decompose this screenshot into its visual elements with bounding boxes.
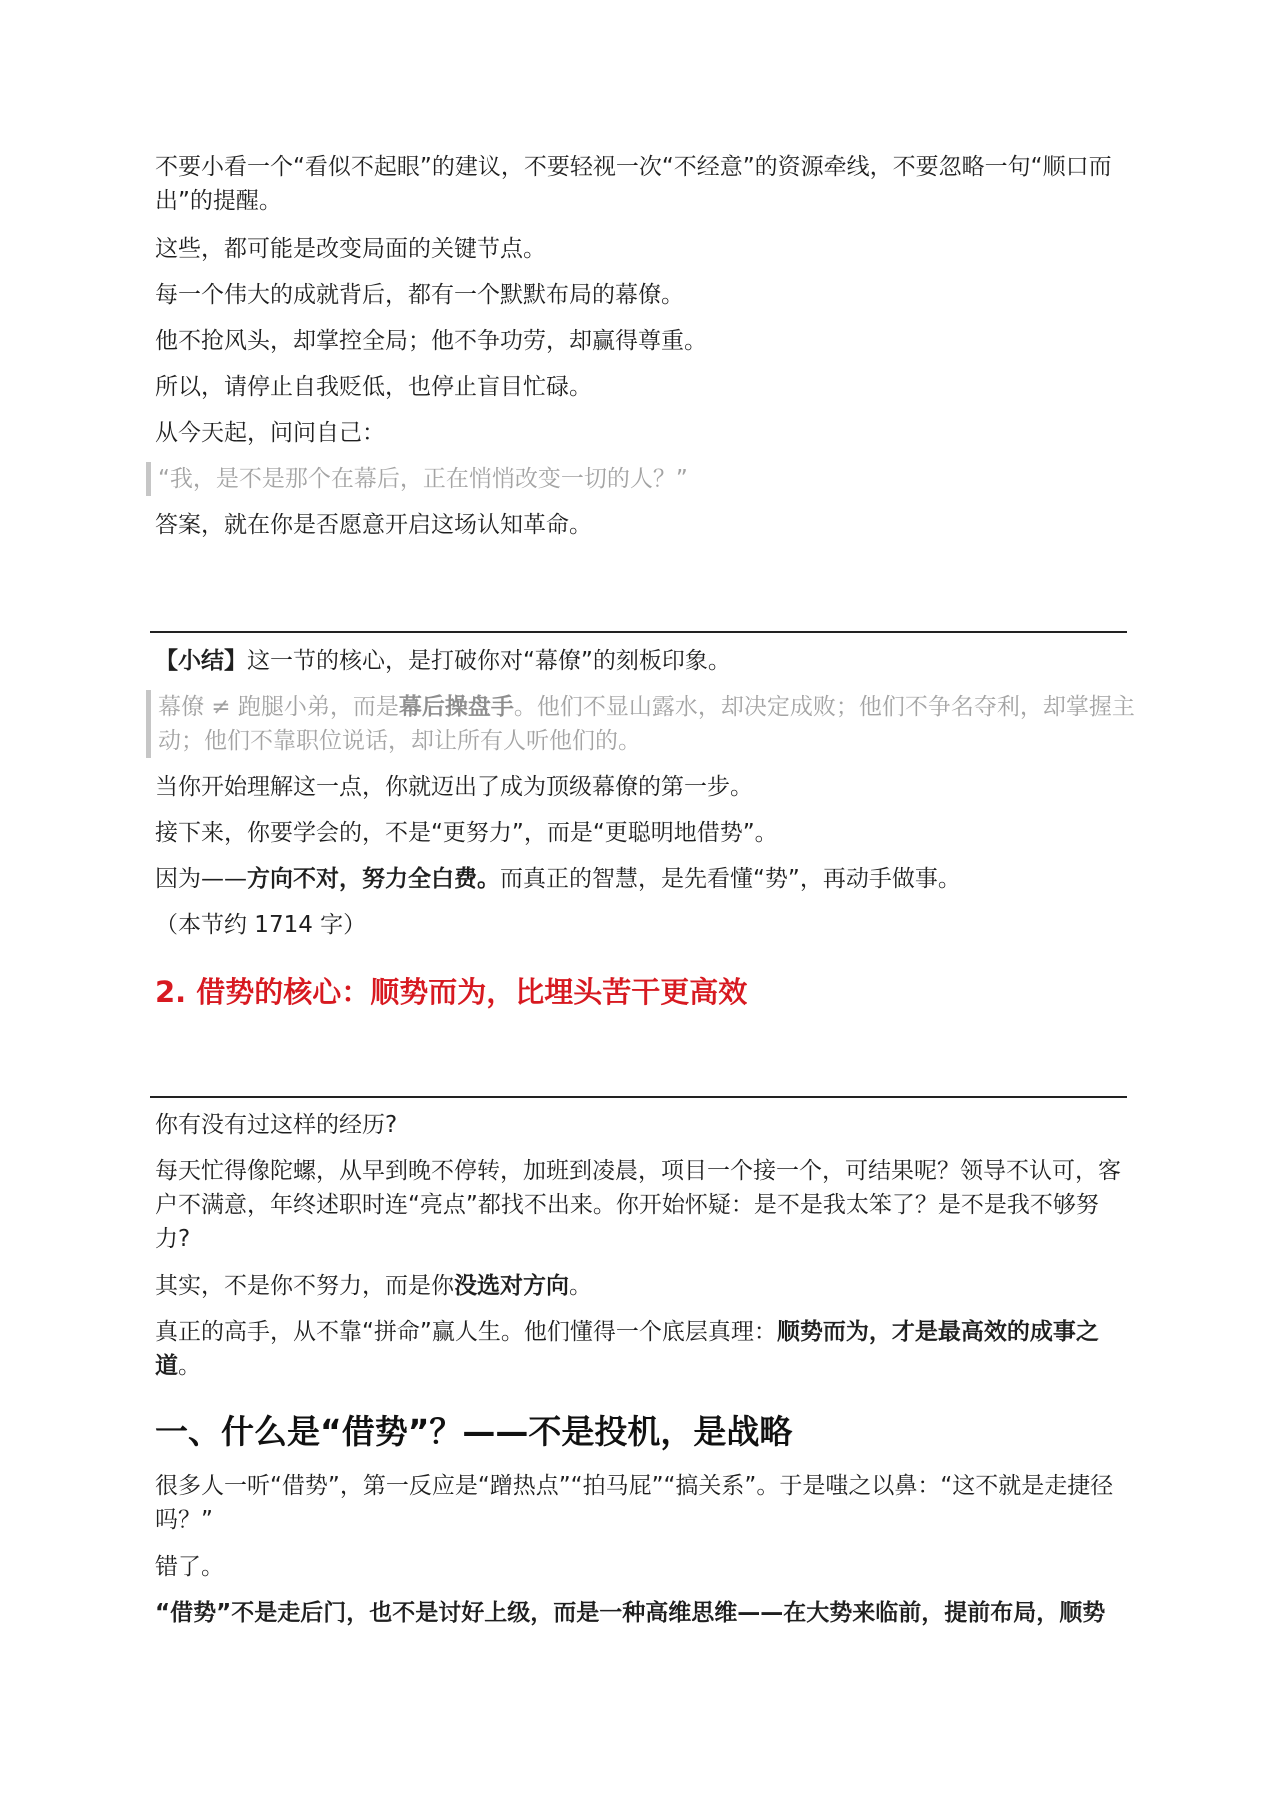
paragraph: 这些，都可能是改变局面的关键节点。 <box>155 236 546 262</box>
summary-paragraph <box>155 644 1127 678</box>
paragraph: 接下来，你要学会的，不是“更努力”，而是“更聪明地借势”。 <box>155 820 778 846</box>
blockquote <box>146 462 1139 496</box>
text-run: 因为—— <box>155 866 247 892</box>
paragraph: 所以，请停止自我贬低，也停止盲目忙碌。 <box>155 374 592 400</box>
paragraph: 当你开始理解这一点，你就迈出了成为顶级幕僚的第一步。 <box>155 774 753 800</box>
bold-text: 没选对方向 <box>454 1273 569 1299</box>
text-run: 。 <box>178 1353 201 1379</box>
section-heading: 2. 借势的核心：顺势而为，比埋头苦干更高效 <box>155 975 748 1009</box>
subheading: 一、什么是“借势”？——不是投机，是战略 <box>155 1412 793 1451</box>
text-run: 其实，不是你不努力，而是你 <box>155 1273 454 1299</box>
horizontal-rule <box>150 631 1127 633</box>
paragraph: 他不抢风头，却掌控全局；他不争功劳，却赢得尊重。 <box>155 328 707 354</box>
paragraph: 不要小看一个“看似不起眼”的建议，不要轻视一次“不经意”的资源牵线，不要忽略一句“顺口而出”的提醒。 <box>155 154 1112 214</box>
bold-text: 方向不对，努力全白费。 <box>247 866 500 892</box>
paragraph: 每一个伟大的成就背后，都有一个默默布局的幕僚。 <box>155 282 684 308</box>
paragraph: 很多人一听“借势”，第一反应是“蹭热点”“拍马屁”“搞关系”。于是嗤之以鼻：“这不就是走捷径吗？” <box>155 1473 1114 1533</box>
quote-bold-text: 幕后操盘手 <box>398 694 514 720</box>
text-run: 真正的高手，从不靠“拼命”赢人生。他们懂得一个底层真理： <box>155 1319 777 1345</box>
summary-text: 这一节的核心，是打破你对“幕僚”的刻板印象。 <box>247 648 731 674</box>
summary-tag: 【小结】 <box>155 648 247 674</box>
quote-text: 幕僚 ≠ 跑腿小弟，而是 <box>158 694 399 720</box>
paragraph <box>155 1315 1127 1383</box>
paragraph: 从今天起，问问自己： <box>155 420 385 446</box>
paragraph <box>155 862 1127 896</box>
blockquote <box>146 690 1139 758</box>
word-count-note: （本节约 1714 字） <box>155 912 367 938</box>
paragraph: 答案，就在你是否愿意开启这场认知革命。 <box>155 512 592 538</box>
bold-text: 顺势而为，才是最高效的成事之道 <box>155 1319 1099 1379</box>
paragraph: “借势”不是走后门，也不是讨好上级，而是一种高维思维——在大势来临前，提前布局，顺势 <box>155 1600 1106 1626</box>
text-run: 而真正的智慧，是先看懂“势”，再动手做事。 <box>500 866 961 892</box>
paragraph: 你有没有过这样的经历? <box>155 1112 398 1138</box>
text-run: 。 <box>569 1273 592 1299</box>
quote-text: 。他们不显山露水，却决定成败；他们不争名夺利，却掌握主动；他们不靠职位说话，却让所有人听他们的。 <box>158 694 1135 754</box>
horizontal-rule <box>150 1096 1127 1098</box>
paragraph: 错了。 <box>155 1554 224 1580</box>
quote-text: “我，是不是那个在幕后，正在悄悄改变一切的人？” <box>158 466 688 492</box>
paragraph: 每天忙得像陀螺，从早到晚不停转，加班到凌晨，项目一个接一个，可结果呢？领导不认可，客户不满意，年终述职时连“亮点”都找不出来。你开始怀疑：是不是我太笨了？是不是我不够努力? <box>155 1158 1121 1252</box>
paragraph <box>155 1269 1127 1303</box>
